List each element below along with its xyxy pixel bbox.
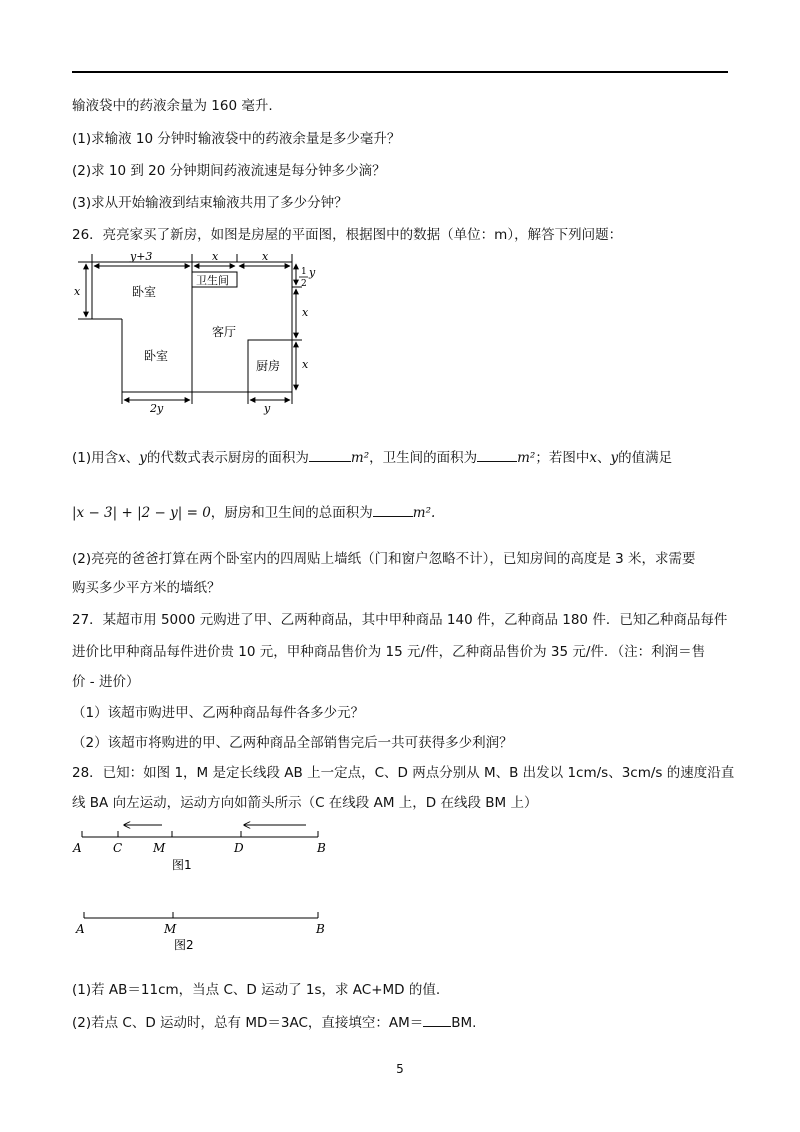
- figure-2-caption: 图2: [174, 938, 194, 952]
- question-27-part-2: （2）该超市将购进的甲、乙两种商品全部销售完后一共可获得多少利润？: [72, 735, 513, 751]
- label-living-room: 客厅: [212, 325, 237, 339]
- dim-x-right-1: x: [302, 306, 309, 319]
- point-d-label: D: [234, 841, 244, 855]
- question-26-condition: |x − 3| + |2 − y| = 0，厨房和卫生间的总面积为 m².: [72, 502, 435, 523]
- answer-blank: [309, 447, 351, 462]
- page-number: 5: [396, 1062, 404, 1076]
- floor-plan-figure: [72, 244, 332, 429]
- point-a-label: A: [73, 841, 82, 855]
- question-25-part-2: (2)求 10 到 20 分钟期间药液流速是每分钟多少滴？: [72, 163, 386, 179]
- label-bathroom: 卫生间: [196, 274, 229, 287]
- absolute-value-equation: |x − 3| + |2 − y| = 0: [72, 505, 211, 521]
- question-27-note: 价 - 进价）: [72, 674, 140, 690]
- label-bedroom-2: 卧室: [144, 349, 169, 363]
- dim-y-bottom: y: [264, 402, 271, 415]
- answer-blank: [373, 502, 413, 517]
- question-28-part-1: (1)若 AB＝11cm，当点 C、D 运动了 1s，求 AC+MD 的值.: [72, 982, 441, 998]
- question-25-part-3: (3)求从开始输液到结束输液共用了多少分钟？: [72, 195, 348, 211]
- dim-x-top-1: x: [212, 250, 219, 263]
- dim-half-denominator: 2: [301, 279, 307, 289]
- answer-blank: [477, 447, 517, 462]
- point-c-label: C: [113, 841, 123, 855]
- text-line: 输液袋中的药液余量为 160 毫升.: [72, 98, 273, 114]
- dim-half-y-var: y: [309, 266, 316, 279]
- dim-2y: 2y: [150, 402, 164, 415]
- question-27-stem-cont: 进价比甲种商品每件进价贵 10 元，甲种商品售价为 15 元/件，乙种商品售价为 35 元/件．（注：利润＝售: [72, 644, 706, 660]
- figure-2-segment: [66, 902, 346, 964]
- question-26-part-1: (1)用含x、y的代数式表示厨房的面积为 m²，卫生间的面积为 m²；若图中x、y的值满足: [72, 447, 672, 468]
- figure-1-segment: [66, 812, 346, 874]
- question-25-part-1: (1)求输液 10 分钟时输液袋中的药液余量是多少毫升？: [72, 131, 401, 147]
- dim-x-top-2: x: [262, 250, 269, 263]
- question-26-stem: 26．亮亮家买了新房，如图是房屋的平面图，根据图中的数据（单位：m），解答下列问题：: [72, 227, 623, 243]
- answer-blank: [423, 1012, 451, 1027]
- figure-1-caption: 图1: [172, 858, 192, 872]
- dim-half-numerator: 1: [301, 267, 307, 277]
- question-27-part-1: （1）该超市购进甲、乙两种商品每件各多少元？: [72, 705, 365, 721]
- label-kitchen: 厨房: [256, 359, 281, 373]
- point-m-label: M: [153, 841, 166, 855]
- question-28-part-2: (2)若点 C、D 运动时，总有 MD＝3AC，直接填空：AM＝ BM.: [72, 1012, 476, 1033]
- dim-y-plus-3: y+3: [130, 250, 153, 263]
- point-b-label: B: [317, 841, 326, 855]
- point-b-label: B: [316, 922, 325, 936]
- question-26-part-2-cont: 购买多少平方米的墙纸？: [72, 580, 221, 596]
- dim-x-left: x: [74, 285, 81, 298]
- question-27-stem: 27．某超市用 5000 元购进了甲、乙两种商品，其中甲种商品 140 件，乙种商品 180 件．已知乙种商品每件: [72, 612, 728, 628]
- point-m-label: M: [164, 922, 177, 936]
- header-rule: [72, 71, 728, 73]
- question-28-stem-cont: 线 BA 向左运动，运动方向如箭头所示（C 在线段 AM 上，D 在线段 BM 上）: [72, 795, 538, 811]
- dim-x-right-2: x: [302, 358, 309, 371]
- question-28-stem: 28．已知：如图 1，M 是定长线段 AB 上一定点，C、D 两点分别从 M、B 出发以 1cm/s、3cm/s 的速度沿直: [72, 765, 735, 781]
- point-a-label: A: [76, 922, 85, 936]
- question-26-part-2: (2)亮亮的爸爸打算在两个卧室内的四周贴上墙纸（门和窗户忽略不计），已知房间的高度是 3 米，求需要: [72, 551, 696, 567]
- label-bedroom-1: 卧室: [132, 285, 157, 299]
